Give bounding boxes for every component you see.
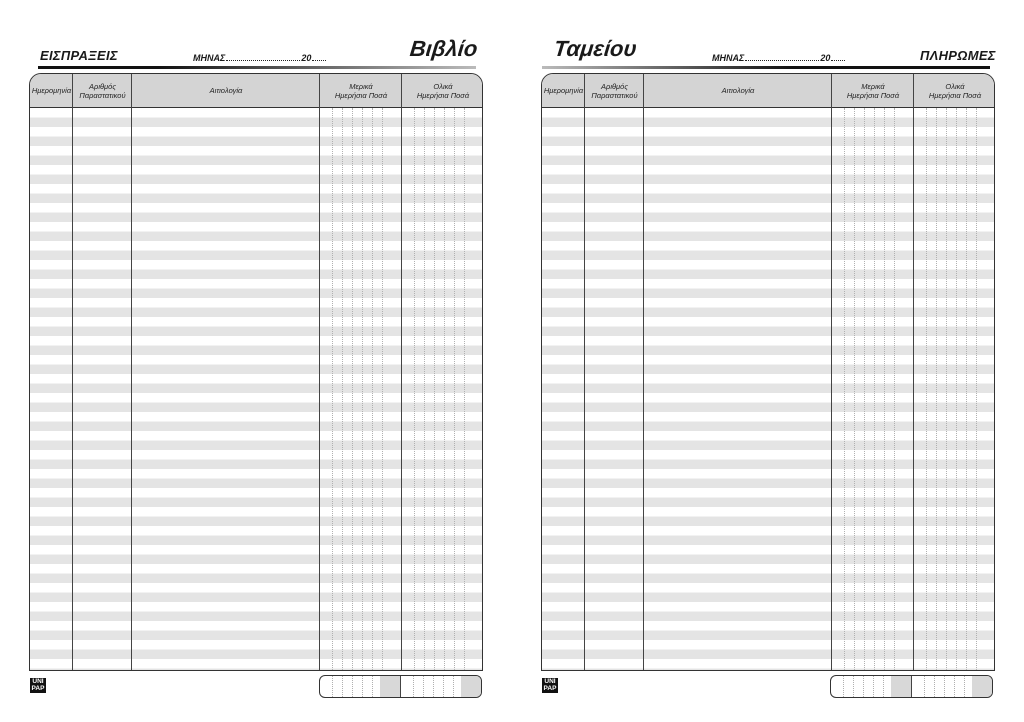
col-date-header: Ημερομηνία — [31, 86, 72, 95]
digit-guide — [372, 108, 373, 670]
month-blank[interactable] — [745, 52, 819, 61]
header-rule — [38, 66, 158, 69]
digit-guide — [964, 676, 965, 697]
cents-shade — [380, 676, 400, 697]
digit-guide — [444, 108, 445, 670]
col-divider — [131, 74, 132, 670]
col-partial-header: Μερικά Ημερήσια Ποσά — [846, 81, 900, 100]
col-divider — [643, 74, 644, 670]
header-rule-fade — [158, 66, 476, 69]
digit-guide — [362, 676, 363, 697]
digit-guide — [853, 676, 854, 697]
digit-guide — [332, 108, 333, 670]
digit-guide — [926, 108, 927, 670]
header-rule — [792, 66, 990, 69]
month-field[interactable] — [712, 52, 845, 63]
cents-shade — [891, 676, 911, 697]
digit-guide — [883, 676, 884, 697]
digit-guide — [966, 108, 967, 670]
ledger-header — [30, 74, 482, 108]
digit-guide — [874, 108, 875, 670]
col-divider — [319, 74, 320, 670]
digit-guide — [464, 108, 465, 670]
col-reason-header: Αιτιολογία — [721, 86, 755, 95]
year-blank[interactable] — [831, 52, 845, 61]
digit-guide — [454, 108, 455, 670]
digit-guide — [894, 108, 895, 670]
digit-guide — [944, 676, 945, 697]
right-page — [512, 0, 1024, 722]
digit-guide — [956, 108, 957, 670]
payments-label: ΠΛΗΡΩΜΕΣ — [920, 48, 996, 63]
col-partial-header: Μερικά Ημερήσια Ποσά — [334, 81, 388, 100]
ledger-table — [541, 73, 995, 671]
totals-divider — [400, 676, 401, 697]
col-total-header: Ολικά Ημερήσια Ποσά — [928, 81, 982, 100]
col-date-header: Ημερομηνία — [543, 86, 584, 95]
digit-guide — [873, 676, 874, 697]
col-divider — [584, 74, 585, 670]
year-label: 20 — [820, 53, 831, 63]
col-docno-header: Αριθμός Παραστατικού — [79, 81, 126, 100]
year-blank[interactable] — [312, 52, 326, 61]
month-label: ΜΗΝΑΣ — [712, 53, 745, 63]
digit-guide — [352, 108, 353, 670]
digit-guide — [854, 108, 855, 670]
digit-guide — [342, 676, 343, 697]
year-label: 20 — [301, 53, 312, 63]
digit-guide — [342, 108, 343, 670]
digit-guide — [843, 676, 844, 697]
digit-guide — [844, 108, 845, 670]
digit-guide — [413, 676, 414, 697]
header-rule-fade — [542, 66, 792, 69]
totals-box[interactable] — [319, 675, 482, 698]
digit-guide — [864, 108, 865, 670]
digit-guide — [954, 676, 955, 697]
totals-divider — [911, 676, 912, 697]
digit-guide — [382, 108, 383, 670]
col-divider — [401, 74, 402, 670]
book-title: Ταμείου — [552, 36, 638, 61]
totals-box[interactable] — [830, 675, 993, 698]
digit-guide — [362, 108, 363, 670]
digit-guide — [946, 108, 947, 670]
receipts-label: ΕΙΣΠΡΑΞΕΙΣ — [40, 48, 118, 63]
digit-guide — [976, 108, 977, 670]
brand-logo: UNI PAP — [543, 678, 557, 692]
col-divider — [72, 74, 73, 670]
ledger-table — [29, 73, 483, 671]
col-docno-header: Αριθμός Παραστατικού — [591, 81, 638, 100]
digit-guide — [863, 676, 864, 697]
digit-guide — [936, 108, 937, 670]
digit-guide — [453, 676, 454, 697]
col-reason-header: Αιτιολογία — [209, 86, 243, 95]
cents-shade — [972, 676, 992, 697]
digit-guide — [924, 676, 925, 697]
ledger-header — [542, 74, 994, 108]
cents-shade — [461, 676, 481, 697]
digit-guide — [433, 676, 434, 697]
digit-guide — [352, 676, 353, 697]
col-divider — [913, 74, 914, 670]
col-divider — [831, 74, 832, 670]
digit-guide — [423, 676, 424, 697]
digit-guide — [372, 676, 373, 697]
digit-guide — [414, 108, 415, 670]
digit-guide — [332, 676, 333, 697]
month-field[interactable] — [193, 52, 326, 63]
col-total-header: Ολικά Ημερήσια Ποσά — [416, 81, 470, 100]
digit-guide — [424, 108, 425, 670]
month-label: ΜΗΝΑΣ — [193, 53, 226, 63]
digit-guide — [443, 676, 444, 697]
digit-guide — [434, 108, 435, 670]
brand-logo: UNI PAP — [31, 678, 45, 692]
digit-guide — [934, 676, 935, 697]
digit-guide — [884, 108, 885, 670]
book-title: Βιβλίο — [408, 36, 479, 61]
month-blank[interactable] — [226, 52, 300, 61]
